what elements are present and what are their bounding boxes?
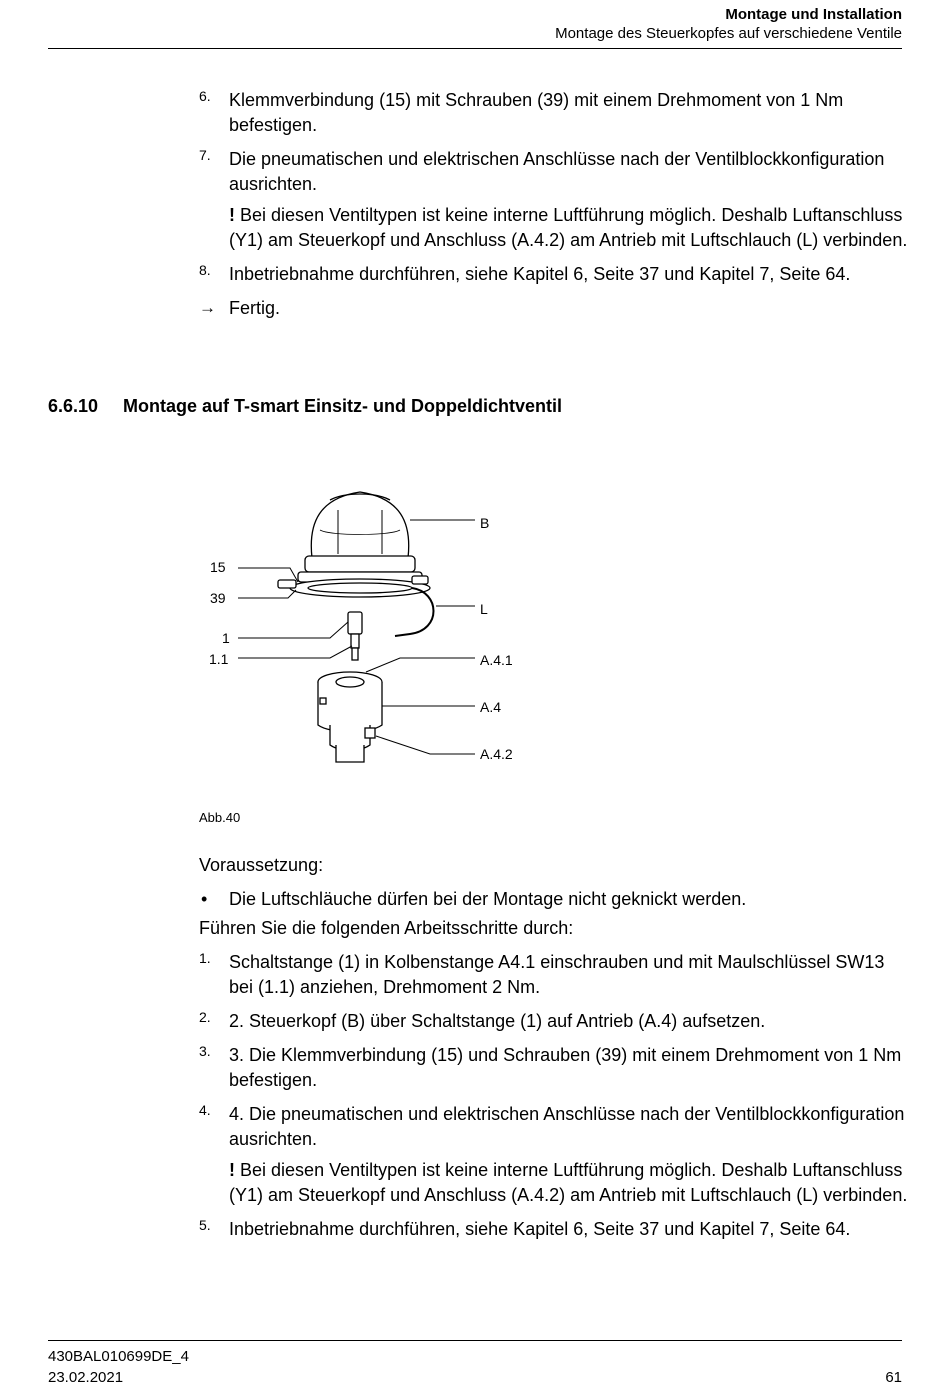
page-number: 61 <box>885 1369 902 1386</box>
bullet-mark: • <box>201 889 208 909</box>
section-heading <box>48 396 562 417</box>
step-text: 3. Die Klemmverbindung (15) und Schrauben (39) mit einem Drehmoment von 1 Nm befestigen. <box>229 1045 902 1090</box>
label-A-4: A.4 <box>480 699 502 715</box>
note-mark: ! <box>229 1160 235 1180</box>
step-text: Inbetriebnahme durchführen, siehe Kapitel 6, Seite 37 und Kapitel 7, Seite 64. <box>229 1219 851 1239</box>
bottom-section <box>199 853 909 1251</box>
step-text: Klemmverbindung (15) mit Schrauben (39) mit einem Drehmoment von 1 Nm befestigen. <box>229 90 844 135</box>
result-arrow-icon: → <box>199 298 216 317</box>
step-note <box>229 1158 909 1208</box>
step-item <box>199 1217 909 1242</box>
label-39: 39 <box>210 590 226 606</box>
note-text: Bei diesen Ventiltypen ist keine interne Luftführung möglich. Deshalb Luftanschluss (Y1) am Steuerkopf und Anschluss (A.4.2) am Antrieb mit Luftschlauch (L) verbinden. <box>229 205 908 250</box>
step-item <box>199 262 909 287</box>
step-text: Die pneumatischen und elektrischen Anschlüsse nach der Ventilblockkonfiguration ausrichten. <box>229 149 885 194</box>
step-item <box>199 88 909 138</box>
prereq-bullet-text: Die Luftschläuche dürfen bei der Montage nicht geknickt werden. <box>229 889 747 909</box>
step-text: 2. Steuerkopf (B) über Schaltstange (1) auf Antrieb (A.4) aufsetzen. <box>229 1011 766 1031</box>
prereq-heading: Voraussetzung: <box>199 855 324 875</box>
step-text: Inbetriebnahme durchführen, siehe Kapitel 6, Seite 37 und Kapitel 7, Seite 64. <box>229 264 851 284</box>
section-number: 6.6.10 <box>48 396 99 416</box>
label-A-4-2: A.4.2 <box>480 746 513 762</box>
step-number: 1. <box>199 950 211 966</box>
step-item <box>199 147 909 253</box>
label-15: 15 <box>210 559 226 575</box>
section-title: Montage auf T-smart Einsitz- und Doppeldichtventil <box>123 396 563 416</box>
note-text: Bei diesen Ventiltypen ist keine interne Luftführung möglich. Deshalb Luftanschluss (Y1) am Steuerkopf und Anschluss (A.4.2) am Antrieb mit Luftschlauch (L) verbinden. <box>229 1160 908 1205</box>
step-number: 3. <box>199 1043 211 1059</box>
step-item <box>199 1102 909 1208</box>
label-1-1: 1.1 <box>209 651 229 667</box>
step-number: 5. <box>199 1217 211 1233</box>
step-item <box>199 1043 909 1093</box>
footer-divider <box>48 1340 902 1341</box>
label-1: 1 <box>222 630 230 646</box>
step-number: 2. <box>199 1009 211 1025</box>
step-text: Schaltstange (1) in Kolbenstange A4.1 einschrauben und mit Maulschlüssel SW13 bei (1.1) anziehen, Drehmoment 2 Nm. <box>229 952 885 997</box>
result-item <box>199 296 909 321</box>
step-number: 8. <box>199 262 211 278</box>
step-number: 6. <box>199 88 211 104</box>
footer-doc-id: 430BAL010699DE_4 <box>48 1348 189 1365</box>
step-text: 4. Die pneumatischen und elektrischen Anschlüsse nach der Ventilblockkonfiguration ausrichten. <box>229 1104 905 1149</box>
note-mark: ! <box>229 205 235 225</box>
valve-figure <box>180 470 560 790</box>
prereq-bullet-item <box>199 887 909 912</box>
header-divider <box>48 48 902 49</box>
figure-caption: Abb.40 <box>199 810 241 825</box>
instructions-intro: Führen Sie die folgenden Arbeitsschritte durch: <box>199 918 574 938</box>
result-text: Fertig. <box>229 298 281 318</box>
step-note <box>229 203 909 253</box>
label-L: L <box>480 601 488 617</box>
step-item <box>199 1009 909 1034</box>
footer-date: 23.02.2021 <box>48 1369 124 1386</box>
valve-diagram <box>180 470 560 790</box>
header-title: Montage und Installation <box>725 6 902 23</box>
step-number: 7. <box>199 147 211 163</box>
step-item <box>199 950 909 1000</box>
top-step-list <box>199 88 909 330</box>
label-A-4-1: A.4.1 <box>480 652 513 668</box>
label-B: B <box>480 515 490 531</box>
header-subtitle: Montage des Steuerkopfes auf verschiedene Ventile <box>555 25 902 42</box>
step-number: 4. <box>199 1102 211 1118</box>
